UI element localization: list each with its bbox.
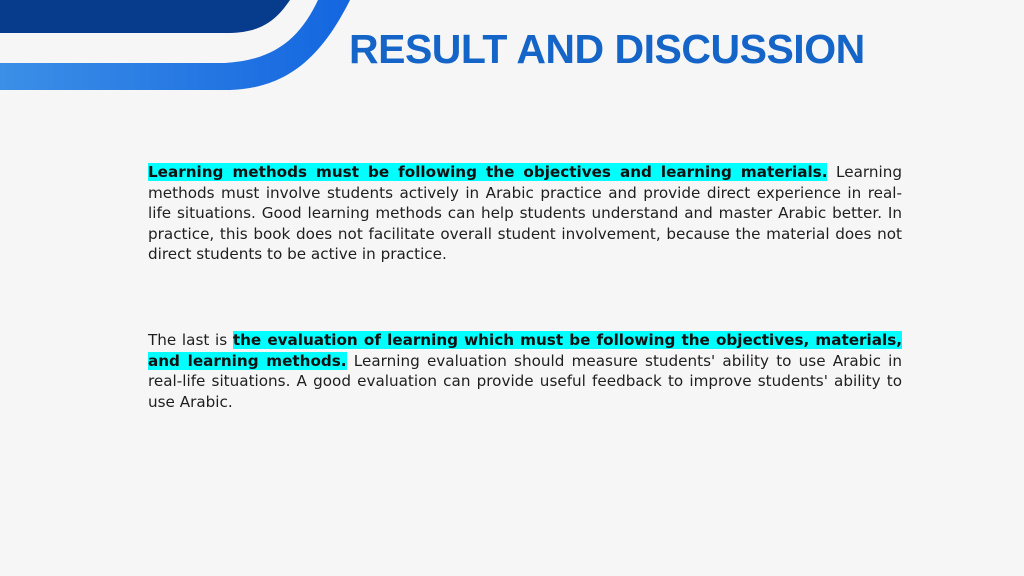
paragraph-lead-text: The last is: [148, 331, 233, 349]
paragraph-text: Learning methods must involve students actively in Arabic practice and provide direct experience in real-life situations. Good learning methods can help students understand and master Arabic better. In practice, this book does not facilitate overall student involvement, because the material does not direct students to be active in practice.: [148, 163, 902, 263]
inner-navy-band: [0, 0, 290, 33]
paragraph-evaluation: [148, 330, 902, 412]
page-title: RESULT AND DISCUSSION: [349, 26, 865, 72]
paragraph-learning-methods: [148, 162, 902, 265]
paragraph-text: Learning evaluation should measure students' ability to use Arabic in real-life situations. A good evaluation can provide useful feedback to improve students' ability to use Arabic.: [148, 351, 902, 411]
highlighted-text: Learning methods must be following the objectives and learning materials.: [148, 163, 828, 181]
highlighted-text: the evaluation of learning which must be following the objectives, materials, and learning methods.: [148, 331, 902, 370]
header-decoration: [0, 0, 360, 95]
